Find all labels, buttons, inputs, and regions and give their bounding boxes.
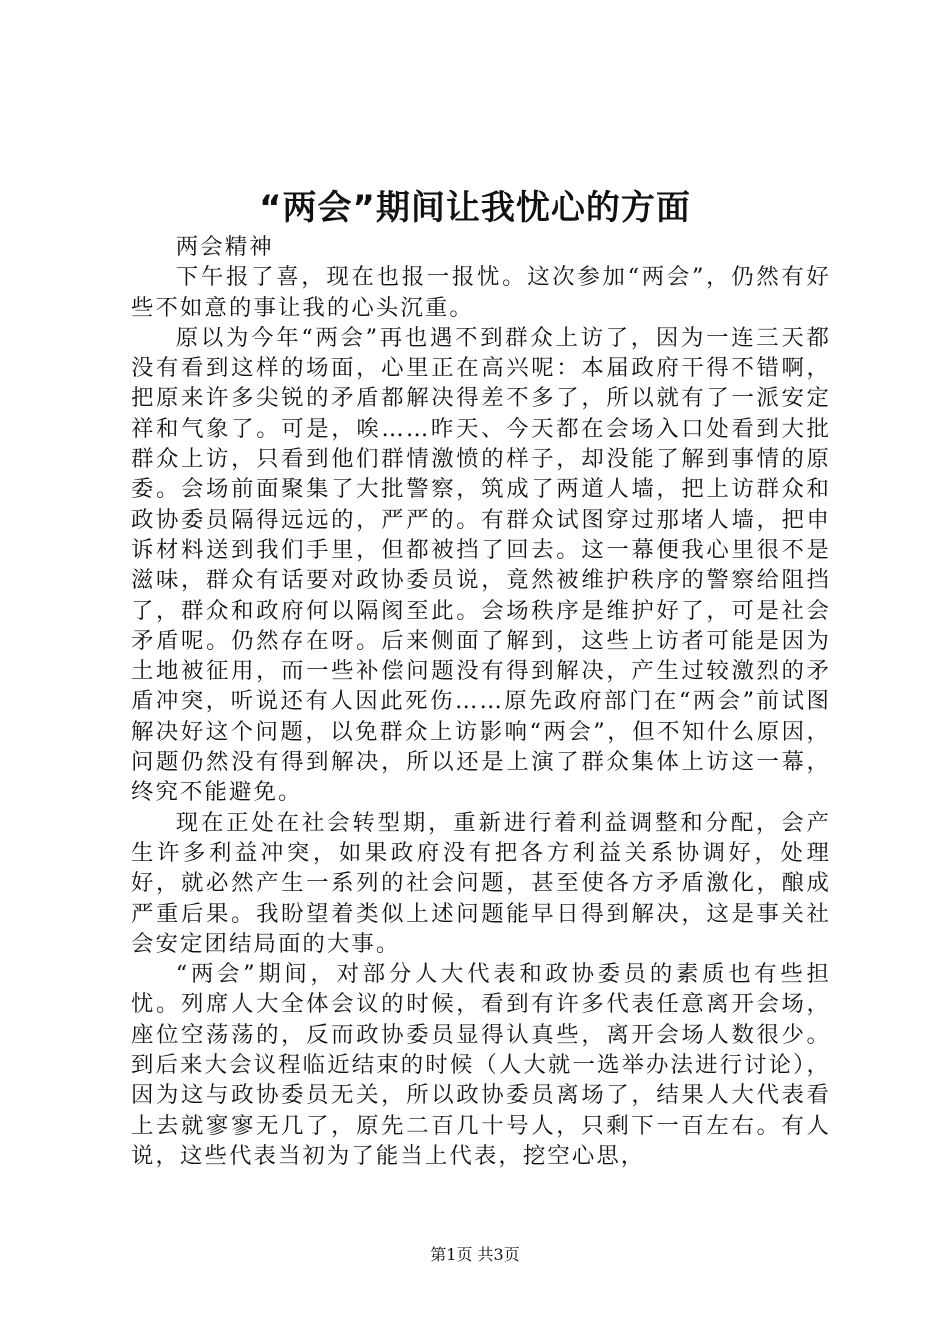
document-body <box>131 232 831 1171</box>
paragraph: “两会”期间，对部分人大代表和政协委员的素质也有些担忧。列席人大全体会议的时候，看到有许多代表任意离开会场，座位空荡荡的，反而政协委员显得认真些，离开会场人数很少。到后来大会议程临近结束的时候（人大就一选举办法进行讨论），因为这与政协委员无关，所以政协委员离场了，结果人大代表看上去就寥寥无几了，原先二百几十号人，只剩下一百左右。有人说，这些代表当初为了能当上代表，挖空心思， <box>131 961 831 1169</box>
paragraph: 下午报了喜，现在也报一报忧。这次参加“两会”，仍然有好些不如意的事让我的心头沉重。 <box>131 264 831 321</box>
page-number-footer: 第1页 共3页 <box>430 1245 520 1264</box>
document-title: “两会”期间让我忧心的方面 <box>259 188 691 228</box>
paragraph: 原以为今年“两会”再也遇不到群众上访了，因为一连三天都没有看到这样的场面，心里正在高兴呢：本届政府干得不错啊，把原来许多尖锐的矛盾都解决得差不多了，所以就有了一派安定祥和气象了。可是，唉……昨天、今天都在会场入口处看到大批群众上访，只看到他们群情激愤的样子，却没能了解到事情的原委。会场前面聚集了大批警察，筑成了两道人墙，把上访群众和政协委员隔得远远的，严严的。有群众试图穿过那堵人墙，把申诉材料送到我们手里，但都被挡了回去。这一幕便我心里很不是滋味，群众有话要对政协委员说，竟然被维护秩序的警察给阻挡了，群众和政府何以隔阂至此。会场秩序是维护好了，可是社会矛盾呢。仍然存在呀。后来侧面了解到，这些上访者可能是因为土地被征用，而一些补偿问题没有得到解决，产生过较激烈的矛盾冲突，听说还有人因此死伤……原先政府部门在“两会”前试图解决好这个问题，以免群众上访影响“两会”，但不知什么原因，问题仍然没有得到解决，所以还是上演了群众集体上访这一幕，终究不能避免。 <box>131 324 831 806</box>
paragraph-heading-tag: 两会精神 <box>175 234 274 260</box>
paragraph: 现在正处在社会转型期，重新进行着利益调整和分配，会产生许多利益冲突，如果政府没有把各方利益关系协调好，处理好，就必然产生一系列的社会问题，甚至使各方矛盾激化，酿成严重后果。我盼望着类似上述问题能早日得到解决，这是事关社会安定团结局面的大事。 <box>131 809 831 957</box>
